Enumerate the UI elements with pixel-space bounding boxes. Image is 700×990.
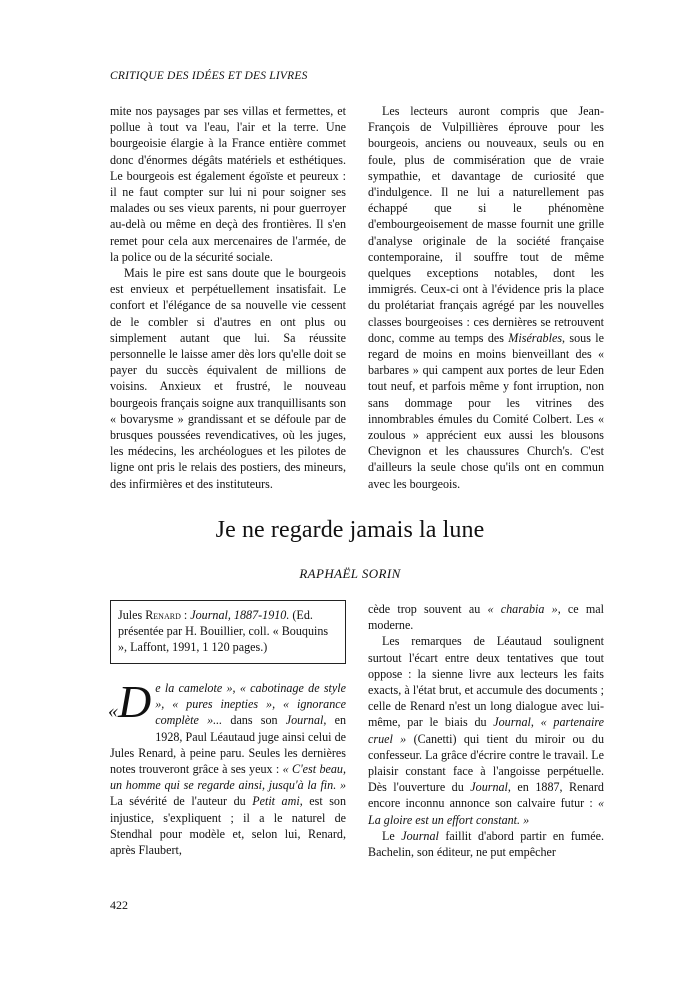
top-right-column (368, 103, 604, 492)
paragraph (368, 601, 604, 633)
book-reference-box (110, 600, 346, 664)
journal-title: Journal (470, 780, 508, 795)
bottom-right-column (368, 601, 604, 860)
text-span: , (530, 715, 541, 730)
text-span: Le (382, 828, 402, 843)
quote: « C'est beau, un homme qui se regarde ainsi, jusqu'à la fin. » (110, 762, 346, 793)
book-title: Petit ami (252, 794, 300, 809)
opening-paragraph (108, 676, 347, 858)
text-span: dans son (222, 713, 286, 728)
quote: « La gloire est un effort constant. » (368, 796, 604, 827)
drop-cap-letter: D (118, 676, 152, 727)
top-left-column (110, 103, 346, 492)
article-author: RAPHAËL SORIN (299, 566, 401, 581)
text-span: , sous le regard de moins en moins bienveillant des « barbares » qui campent aux portes de leur Eden tout neuf, et parfois même y font irruption, non sans dommage pour les vitrines des innombrables émules du Comité Colbert. Les « zoulous » apprécient eux aussi les blousons Chevignon et les chaussures Church's. C'est d'ailleurs la seule chose qu'ils ont en commun avec les bourgeois. (368, 330, 604, 491)
paragraph: Mais le pire est sans doute que le bourgeois est envieux et perpétuellement insatisfait. Le confort et l'élégance de sa nouvelle vie cessent de le combler si d'autres en ont plus ou simplement autant que lui. Sa réussite personnelle le laisse amer dès lors qu'elle doit se payer du succès équivalent de millions de voisins. Anxieux et frustré, le nouveau bourgeois français soigne aux tranquillisants son « bovarysme » grandissant et se défoule par de brusques poussées revendicatives, où les juges, les médecins, les archéologues et les pilotes de ligne ont pris le relais des postiers, des mineurs, des infirmières et des instituteurs. (110, 266, 346, 491)
drop-cap-guillemet: « (108, 700, 118, 722)
journal-title: Journal (401, 828, 439, 843)
journal-title: Journal (493, 715, 531, 730)
book-title: Misérables (508, 330, 563, 345)
quote: « charabia » (487, 602, 558, 616)
text-span: La sévérité de l'auteur du (110, 794, 253, 809)
text-span: (Canetti) qui tient du miroir ou du confesseur. La grâce d'écrire contre le travail. Le plaisir constant face à l'angoisse perpétuelle. Dès l'ouverture du (368, 731, 605, 795)
ref-work: Journal, 1887-1910. (190, 608, 290, 622)
page-number: 422 (110, 898, 128, 912)
text-span: cède trop souvent au (368, 602, 488, 616)
text-span: Les lecteurs auront compris que Jean-François de Vulpillières éprouve pour les bourgeois, anciens ou nouveaux, seuls ou en foule, plus de commisération que de vraie sympathie, et davantage de curiosité que d'indulgence. Il ne lui a naturellement pas échappé que si le phénomène d'embourgeoisement de masse fournit une grille d'analyse originale de la société française contemporaine, il souffre tout de même quelques exceptions notables, dont les immigrés. Ceux-ci ont à l'évidence pris la place du prolétariat français agrégé par les nouvelles classes bourgeoises : ces dernières se retrouvent donc, comme au temps des (368, 104, 604, 345)
paragraph: mite nos paysages par ses villas et fermettes, et pollue à tout va l'eau, l'air et la terre. Une bourgeoisie élargie à la France entière commet donc d'énormes dégâts matériels et esthétiques. Le bourgeois est également égoïste et peureux : il ne faut compter sur lui ni pour soigner ses malades ou ses vieux parents, ni pour guerroyer au-delà ou même en deçà des frontières. Il s'en remet pour cela aux mercenaires de l'armée, de la police ou de la sécurité sociale. (110, 104, 346, 264)
quote: e la camelote », « cabotinage de style », « pures inepties », « ignorance complète »... (155, 681, 346, 728)
text-span: faillit d'abord partir en fumée. Bachelin, son éditeur, ne put empêcher (368, 828, 605, 860)
ref-author-first: Jules (118, 608, 146, 622)
running-head: CRITIQUE DES IDÉES ET DES LIVRES (110, 70, 308, 82)
ref-sep: : (180, 608, 191, 622)
text-span: , en 1887, Renard encore inconnu annonce son calvaire futur : (368, 780, 604, 811)
paragraph (368, 828, 604, 860)
ref-details: (Ed. présentée par H. Bouillier, coll. « Bouquins », Laffont, 1991, 1 120 pages.) (118, 608, 329, 655)
quote: « partenaire cruel » (368, 715, 605, 746)
paragraph (368, 633, 604, 827)
article-title: Je ne regarde jamais la lune (215, 517, 485, 543)
journal-title: Journal (285, 713, 324, 728)
bottom-left-column (108, 676, 347, 858)
drop-cap (108, 676, 152, 731)
text-span: , en 1928, Paul Léautaud juge ainsi celui de Jules Renard, à peine paru. Seules les dernières notes trouveront grâce à ses yeux : (110, 713, 347, 777)
text-span: Les remarques de Léautaud soulignent surtout l'écart entre deux tentatives que tout oppose : la sienne livre aux lecteurs les faits exacts, à l'état brut, et accumule des documents ; celle de Renard n'est un long dialogue avec lui-même, par le biais du (368, 634, 604, 730)
paragraph (368, 103, 604, 492)
text-span: , est son injustice, s'expliquent ; il a le naturel de Stendhal pour modèle et, selon lui, Renard, après Flaubert, (110, 794, 346, 858)
text-span: , ce mal moderne. (368, 602, 604, 633)
ref-author-last: Renard (145, 608, 181, 622)
